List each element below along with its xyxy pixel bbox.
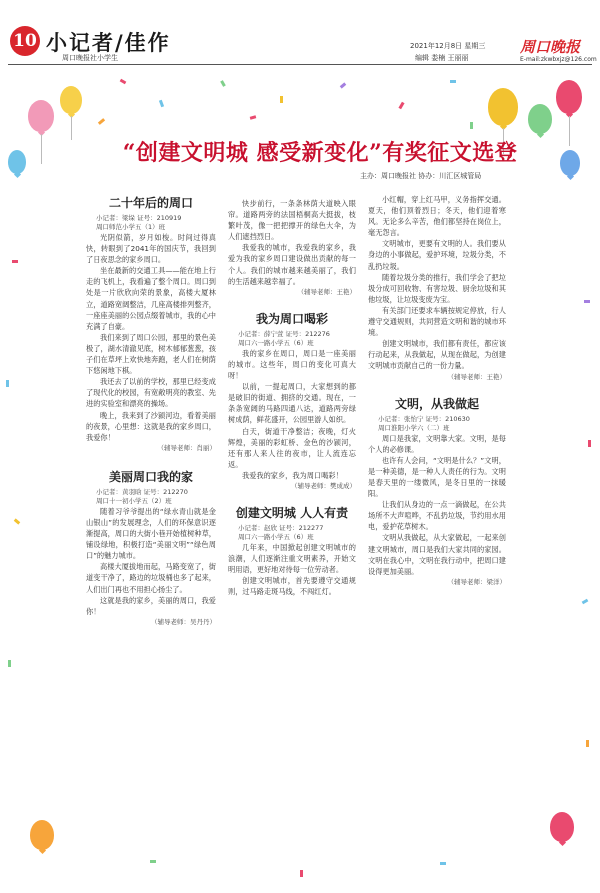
header-divider — [8, 64, 592, 65]
column-3 — [368, 188, 506, 588]
article-paragraph: 我爱我的家乡，我为周口喝彩！ — [242, 470, 343, 480]
article-paragraph: 有关部门还要求车辆按规定停放，行人遵守交通规则，共同营造文明和谐的城市环境。 — [368, 305, 506, 338]
column-2 — [228, 188, 356, 598]
article-paragraph: 周口是我家，文明靠大家。文明，是每个人的必修课。 — [368, 433, 506, 454]
article-school: 周口淮阳小学六（二）班 — [378, 423, 450, 432]
article-paragraph: 我还去了以前的学校，那里已经变成了现代化的校园，有宽敞明亮的教室、先进的实验室和漂亮的操场。 — [86, 377, 216, 409]
column-1 — [86, 188, 216, 628]
article-paragraph: 白天，街道干净整洁；夜晚，灯火辉煌，美丽的彩虹桥、金色的沙颍河，还有那人来人往的夜市，让人流连忘返。 — [228, 426, 356, 469]
article-paragraph: 创建文明城市，我们都有责任，都应该行动起来，从我做起，从现在做起，为创建文明城市贡献自己的一份力量。 — [368, 339, 506, 371]
article-paragraph: 光阴似箭，岁月如梭。时间过得真快，转眼到了2041年的国庆节，我回到了日夜思念的家乡周口。 — [86, 233, 216, 265]
teacher-credit: （辅导老师：王艳） — [447, 372, 506, 381]
article-paragraph: 小红帽，穿上红马甲，义务指挥交通。夏天，他们顶着烈日；冬天，他们迎着寒风。无论多么辛苦，他们都坚持在岗位上，毫无怨言。 — [368, 195, 506, 238]
article-paragraph: 几年来，中国掀起创建文明城市的浪潮，人们逐渐注重文明素养，开始文明用语，更好地对待每一位劳动者。 — [228, 543, 356, 575]
article-paragraph: 随着垃圾分类的推行，我们学会了把垃圾分成可回收物、有害垃圾、厨余垃圾和其他垃圾，让垃圾变废为宝。 — [368, 272, 506, 304]
article-school: 周口六一路小学五（6）班 — [238, 338, 314, 347]
article-title: 美丽周口我的家 — [108, 469, 193, 484]
page-number: 10 — [10, 26, 40, 56]
article-paragraph: 我爱我的城市，我爱我的家乡，我爱为我的家乡周口建设做出贡献的每一个人。我们的城市越来越美丽了，我们的生活越来越幸福了。 — [228, 243, 356, 286]
sponsor-line: 主办：周口晚报社 协办：川汇区城管局 — [360, 172, 482, 180]
article-paragraph: 创建文明城市，首先要遵守交通规则，过马路走斑马线，不闯红灯。 — [228, 576, 356, 597]
article-author: 小记者：薛宁萱 证号：212276 — [238, 329, 330, 338]
article-school: 周口十一初小学五（2）班 — [96, 496, 172, 505]
article-paragraph: 坐在最新的交通工具——能在地上行走的飞机上，我看遍了整个周口。周口到处是一片欣欣向荣的景象，高楼大厦林立，道路宽阔整洁，几座高楼排列整齐，一座座美丽的公园点缀着城市，我的心中充满了自豪。 — [86, 266, 216, 331]
article-author: 小记者：梁垛 证号：210919 — [96, 214, 182, 222]
article-paragraph: 晚上，我来到了沙颍河边，看着美丽的夜景，心里想：这就是我的家乡周口，我爱你！ — [86, 410, 216, 442]
article-paragraph: 我的家乡在周口，周口是一座美丽的城市。这些年，周口的变化可真大呀！ — [228, 348, 356, 381]
article-paragraph: 随着习爷爷提出的“绿水青山就是金山银山”的发展理念，人们的环保意识逐渐提高，周口的大街小巷开始植树种草，铺设绿地，积极打造“美丽文明”“绿色周口”的魅力城市。 — [86, 506, 216, 561]
column-subtitle: 周口晚报社小学生 — [62, 54, 118, 62]
article-title: 创建文明城 人人有责 — [235, 506, 349, 521]
article-school: 周口师范小学五（1）班 — [96, 223, 166, 231]
teacher-credit: （辅导老师：梁洋） — [447, 577, 506, 586]
column-title: 小记者/佳作 — [46, 30, 171, 55]
article-paragraph: 我们来到了周口公园，那里的景色美极了，湖水清澈见底，树木郁郁葱葱，孩子们在草坪上欢快地奔跑，老人们在树荫下悠闲地下棋。 — [86, 332, 216, 376]
article-paragraph: 让我们从身边的一点一滴做起，在公共场所不大声喧哗，不乱扔垃圾，节约用水用电，爱护花草树木。 — [368, 500, 506, 532]
contact-email: E-mail:zkwbxjz@126.com — [520, 56, 597, 63]
teacher-credit: （辅导老师：肖丽） — [157, 443, 216, 452]
page-header — [0, 0, 600, 66]
article-author: 小记者：赵欣 证号：212277 — [238, 524, 324, 533]
article-paragraph: 以前，一提起周口，大家想到的都是破旧的街道、拥挤的交通。现在，一条条宽阔的马路四通八达，道路两旁绿树成荫，鲜花盛开，公园里游人如织。 — [228, 382, 356, 425]
article-title: 文明，从我做起 — [394, 396, 479, 411]
issue-date: 2021年12月8日 星期三 — [410, 42, 486, 50]
article-paragraph: 文明城市，更要有文明的人。我们要从身边的小事做起，爱护环境，垃圾分类，不乱扔垃圾。 — [368, 239, 506, 271]
teacher-credit: （辅导老师：樊成成） — [291, 481, 356, 490]
article-paragraph: 也许有人会问，“文明是什么？”文明，是一种美德，是一种人人责任的行为。文明是春天里的一缕微风，是冬日里的一抹暖阳。 — [368, 455, 506, 499]
teacher-credit: （辅导老师：王艳） — [297, 287, 356, 296]
article-paragraph: 文明从我做起，从大家做起，一起来创建文明城市，周口是我们大家共同的家园。文明在我心中，文明在我行动中，把周口建设得更加美丽。 — [368, 533, 506, 576]
article-author: 小记者：黄羽晗 证号：212270 — [96, 487, 188, 496]
teacher-credit: （辅导老师：吴丹丹） — [151, 617, 216, 626]
newspaper-logo: 周口晚报 — [520, 38, 581, 56]
article-paragraph: 这就是我的家乡，美丽的周口，我爱你！ — [86, 595, 216, 616]
feature-banner-title: “创建文明城 感受新变化”有奖征文选登 — [122, 140, 518, 166]
article-title: 我为周口喝彩 — [255, 311, 328, 326]
article-paragraph: 高楼大厦拔地而起，马路变宽了，街道变干净了，路边的垃圾桶也多了起来，人们出门再也不用担心扬尘了。 — [86, 562, 216, 594]
article-author: 小记者：张怡宁 证号：210630 — [378, 414, 470, 423]
editor-credit: 编辑 娄楠 王丽丽 — [415, 54, 469, 62]
article-title: 二十年后的周口 — [108, 196, 193, 210]
article-school: 周口六一路小学五（6）班 — [238, 533, 314, 542]
article-paragraph: 快步前行，一条条林荫大道映入眼帘。道路两旁的法国梧桐高大挺拔，枝繁叶茂，像一把把撑开的绿色大伞，为人们遮挡烈日。 — [228, 199, 356, 242]
